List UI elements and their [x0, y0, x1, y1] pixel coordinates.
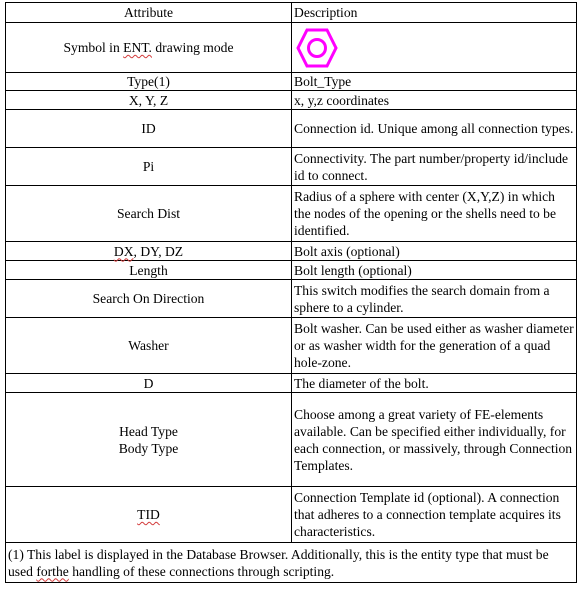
table-row	[6, 186, 577, 242]
attr-text-body-type: Body Type	[118, 440, 179, 456]
table-row	[6, 487, 577, 543]
attr-text: Symbol in	[63, 40, 124, 55]
footnote-text-flagged: forthe	[36, 563, 69, 579]
attr-cell	[6, 242, 292, 261]
attr-cell: Search Dist	[6, 186, 292, 242]
table-row	[6, 242, 577, 261]
footnote-row	[6, 543, 577, 583]
symbol-cell	[292, 23, 577, 73]
attr-text-head-type: Head Type	[119, 423, 178, 439]
document-page	[5, 2, 576, 583]
table-row	[6, 393, 577, 487]
desc-cell: Choose among a great variety of FE-elements available. Can be specified either individually, for each connection, or massively, through Connection Templates.	[292, 393, 577, 487]
attr-cell: Pi	[6, 148, 292, 186]
attr-text-flagged: ENT.	[123, 40, 152, 55]
desc-cell: Connection Template id (optional). A connection that adheres to a connection template acquires its characteristics.	[292, 487, 577, 543]
table-row	[6, 73, 577, 91]
desc-cell: Bolt washer. Can be used either as washer diameter or as washer width for the generation of a quad hole-zone.	[292, 318, 577, 374]
footnote-cell	[6, 543, 577, 583]
hexagon-symbol-icon	[296, 27, 338, 69]
footnote-text: handling of these connections through scripting.	[68, 563, 335, 579]
attr-cell: ID	[6, 110, 292, 148]
desc-cell: Radius of a sphere with center (X,Y,Z) in which the nodes of the opening or the shells need to be identified.	[292, 186, 577, 242]
header-attribute: Attribute	[6, 3, 292, 23]
footnote-text: (1) This label is displayed in the Database Browser. Additionally, this is the entity type that must be used	[8, 546, 549, 579]
desc-cell: x, y,z coordinates	[292, 91, 577, 110]
table-row	[6, 261, 577, 280]
attr-cell: D	[6, 374, 292, 393]
attr-text-flagged: TID	[137, 507, 160, 522]
attr-cell	[6, 487, 292, 543]
attr-cell: Type(1)	[6, 73, 292, 91]
attr-cell: Washer	[6, 318, 292, 374]
header-description: Description	[292, 3, 577, 23]
desc-cell: The diameter of the bolt.	[292, 374, 577, 393]
header-row	[6, 3, 577, 23]
attr-cell	[6, 23, 292, 73]
attr-cell: Length	[6, 261, 292, 280]
table-row	[6, 318, 577, 374]
attr-cell	[6, 393, 292, 487]
attr-cell: Search On Direction	[6, 280, 292, 318]
desc-cell: Bolt axis (optional)	[292, 242, 577, 261]
table-row	[6, 91, 577, 110]
table-row	[6, 23, 577, 73]
table-row	[6, 280, 577, 318]
table-row	[6, 110, 577, 148]
table-row	[6, 374, 577, 393]
desc-cell: Connectivity. The part number/property id/include id to connect.	[292, 148, 577, 186]
bolt-attributes-table	[5, 2, 577, 583]
attr-text: drawing mode	[151, 40, 234, 55]
desc-cell: Connection id. Unique among all connection types.	[292, 110, 577, 148]
attr-cell: X, Y, Z	[6, 91, 292, 110]
desc-cell: Bolt length (optional)	[292, 261, 577, 280]
attr-text: , DY, DZ	[133, 243, 184, 259]
attr-text-flagged: DX	[113, 243, 134, 259]
table-row	[6, 148, 577, 186]
desc-cell: This switch modifies the search domain from a sphere to a cylinder.	[292, 280, 577, 318]
desc-cell: Bolt_Type	[292, 73, 577, 91]
